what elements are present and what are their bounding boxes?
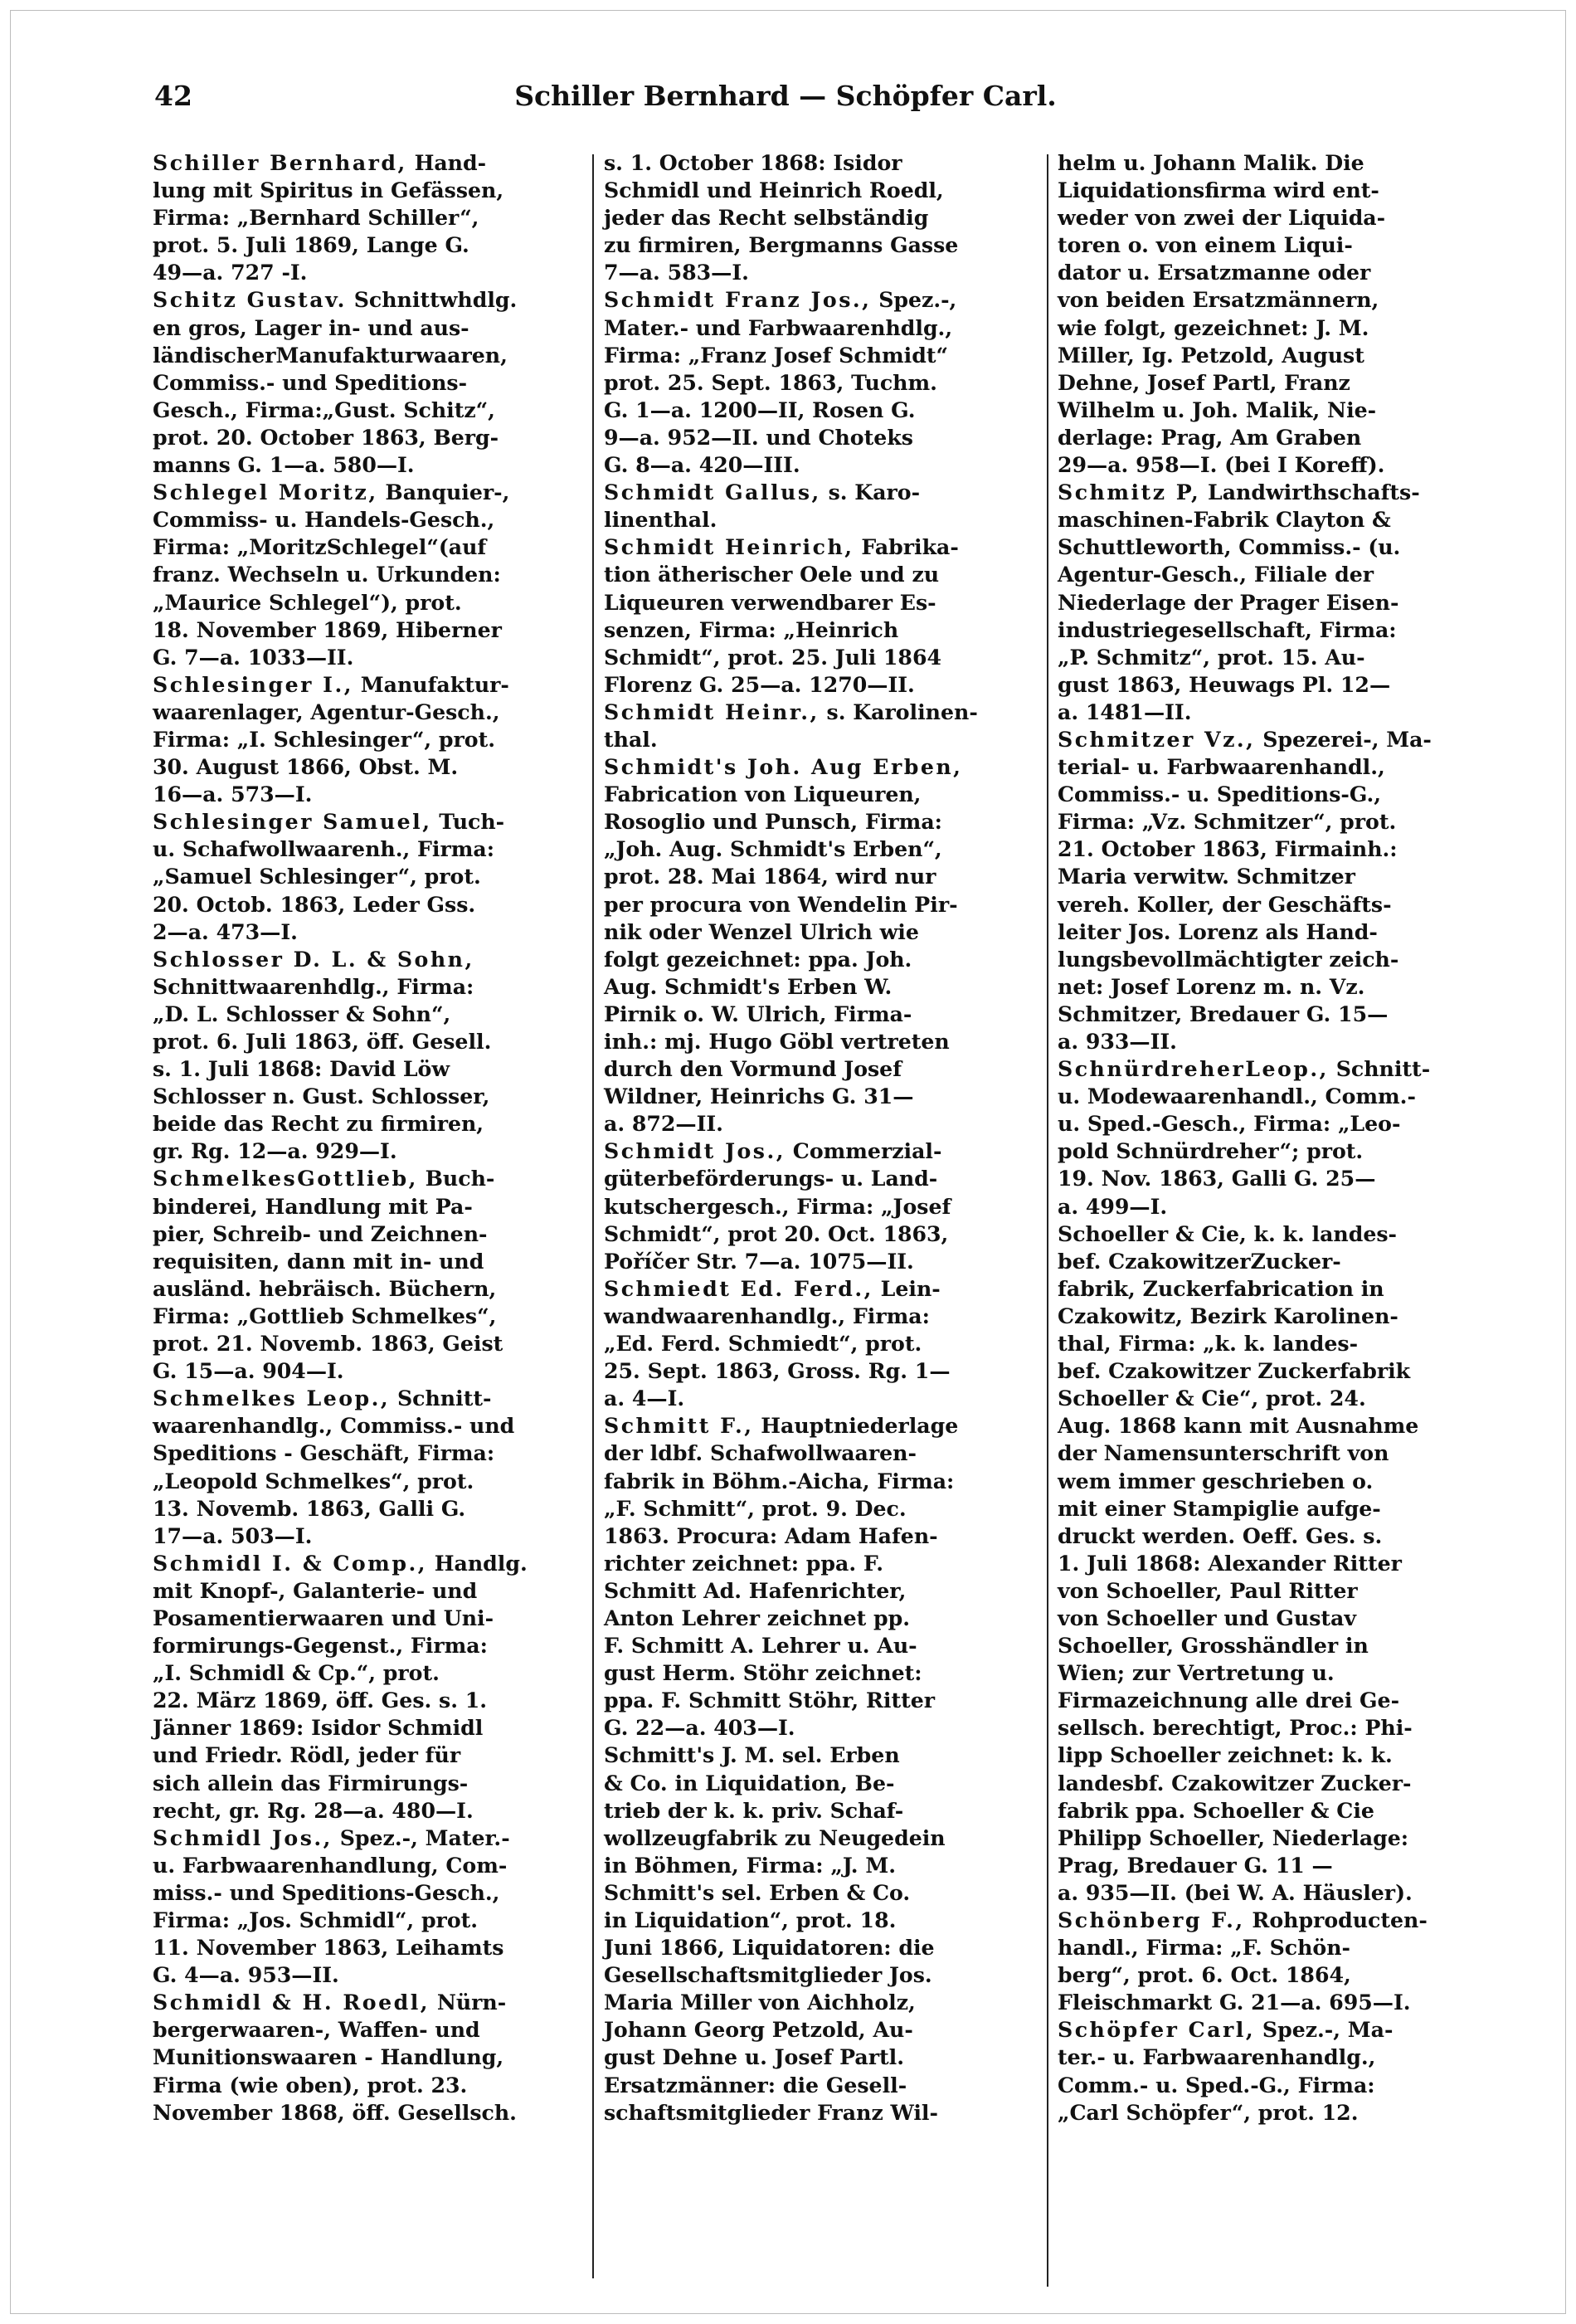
entry-line: richter zeichnet: ppa. F. (604, 1550, 883, 1576)
entry-line: Gesch., Firma:„Gust. Schitz“, (153, 397, 495, 422)
entry-line: dator u. Ersatzmanne oder (1058, 260, 1371, 285)
entry-line: ppa. F. Schmitt Stöhr, Ritter (604, 1688, 936, 1713)
entry-line: G. 4—a. 953—II. (153, 1962, 339, 1988)
running-head: Schiller Bernhard — Schöpfer Carl. (514, 80, 1057, 112)
entry-line: a. 4—I. (604, 1386, 685, 1411)
entry-line: Firma: „I. Schlesinger“, prot. (153, 726, 495, 752)
entry-line (153, 946, 574, 973)
entry-line: Comm.- u. Sped.-G., Firma: (1058, 2072, 1375, 2097)
entry-line: Mater.- und Farbwaarenhdlg., (604, 314, 953, 340)
entry-line: bef. CzakowitzerZucker- (1058, 1248, 1341, 1274)
entry-line: Philipp Schoeller, Niederlage: (1058, 1825, 1409, 1850)
entry-line: Dehne, Josef Partl, Franz (1058, 369, 1350, 395)
entry-line: gust Dehne u. Josef Partl. (604, 2044, 904, 2070)
entry-line: gust 1863, Heuwags Pl. 12— (1058, 671, 1391, 697)
entry-line: Miller, Ig. Petzold, August (1058, 342, 1364, 368)
entry-line: bergerwaaren-, Waffen- und (153, 2017, 480, 2043)
entry-line: a. 872—II. (604, 1111, 723, 1137)
entry-line: Schiller Bernhard, Hand- (153, 150, 487, 175)
entry-line: Anton Lehrer zeichnet pp. (604, 1605, 911, 1630)
entry-line: „Carl Schöpfer“, prot. 12. (1058, 2099, 1359, 2125)
directory-entry (153, 286, 574, 479)
entry-line: „Leopold Schmelkes“, prot. (153, 1468, 474, 1493)
entry-line: linenthal. (604, 507, 717, 533)
entry-name: Schlosser D. L. & Sohn, (153, 946, 474, 972)
entry-line: Firma: „Vz. Schmitzer“, prot. (1058, 809, 1397, 835)
entry-line: handl., Firma: „F. Schön- (1058, 1935, 1350, 1961)
entry-line: ter.- u. Farbwaarenhandlg., (1058, 2044, 1376, 2070)
entry-line: druckt werden. Oeff. Ges. s. (1058, 1523, 1383, 1548)
entry-line: in Böhmen, Firma: „J. M. (604, 1852, 896, 1878)
entry-line: Schöpfer Carl, Spez.-, Ma- (1058, 2017, 1394, 2043)
entry-line: 19. Nov. 1863, Galli G. 25— (1058, 1166, 1376, 1191)
directory-entry (604, 479, 1025, 533)
entry-line: der ldbf. Schafwollwaaren- (604, 1440, 917, 1466)
entry-line: „Ed. Ferd. Schmiedt“, prot. (604, 1331, 922, 1357)
entry-line: fabrik ppa. Schoeller & Cie (1058, 1797, 1374, 1823)
entry-line: jeder das Recht selbständig (604, 205, 929, 231)
entry-line (604, 753, 1025, 781)
entry-line: ausländ. hebräisch. Büchern, (153, 1275, 497, 1301)
entry-line: derlage: Prag, Am Graben (1058, 424, 1362, 450)
entry-line: & Co. in Liquidation, Be- (604, 1770, 895, 1795)
entry-line: Johann Georg Petzold, Au- (604, 2017, 913, 2043)
entry-line: franz. Wechseln u. Urkunden: (153, 562, 501, 587)
entry-line: Schmitt's sel. Erben & Co. (604, 1879, 911, 1905)
entry-line: prot. 6. Juli 1863, öff. Gesell. (153, 1029, 492, 1054)
entry-line: von Schoeller, Paul Ritter (1058, 1577, 1358, 1603)
entry-line: schaftsmitglieder Franz Wil- (604, 2099, 938, 2125)
entry-line: Schmitzer, Bredauer G. 15— (1058, 1001, 1389, 1026)
entry-line: waarenlager, Agentur-Gesch., (153, 699, 500, 724)
entry-line: Juni 1866, Liquidatoren: die (604, 1935, 935, 1961)
entry-line: Schuttleworth, Commiss.- (u. (1058, 534, 1401, 560)
entry-name: Schmidt's Joh. Aug Erben, (604, 754, 963, 780)
entry-line: 1. Juli 1868: Alexander Ritter (1058, 1550, 1402, 1576)
entry-line: Munitionswaaren - Handlung, (153, 2044, 504, 2070)
entry-line: „Samuel Schlesinger“, prot. (153, 864, 481, 889)
entry-line: Wien; zur Vertretung u. (1058, 1660, 1335, 1686)
entry-line: Agentur-Gesch., Filiale der (1058, 562, 1374, 587)
entry-line: Maria verwitw. Schmitzer (1058, 864, 1355, 889)
entry-line: toren o. von einem Liqui- (1058, 232, 1353, 258)
directory-entry (153, 149, 574, 286)
entry-line: Speditions - Geschäft, Firma: (153, 1440, 495, 1466)
entry-line: mit Knopf-, Galanterie- und (153, 1577, 478, 1603)
entry-line: 7—a. 583—I. (604, 260, 749, 285)
entry-line: wie folgt, gezeichnet: J. M. (1058, 314, 1369, 340)
entry-line: Firma: „Franz Josef Schmidt“ (604, 342, 948, 368)
entry-line: prot. 25. Sept. 1863, Tuchm. (604, 369, 937, 395)
directory-entry (1058, 1907, 1479, 2016)
entry-line: waarenhandlg., Commiss.- und (153, 1413, 515, 1439)
directory-entry (604, 533, 1025, 699)
entry-line: prot. 20. October 1863, Berg- (153, 424, 499, 450)
directory-entry (604, 753, 1025, 1138)
entry-name: Schlesinger Samuel, (153, 809, 432, 835)
entry-line: Schmelkes Leop., Schnitt- (153, 1386, 492, 1411)
entry-name: Schmidt Gallus, (604, 480, 821, 505)
entry-line: F. Schmitt A. Lehrer u. Au- (604, 1633, 917, 1659)
entry-line: Ersatzmänner: die Gesell- (604, 2072, 907, 2097)
directory-entry (153, 1989, 574, 2126)
entry-line: durch den Vormund Josef (604, 1056, 902, 1082)
entry-line: Gesellschaftsmitglieder Jos. (604, 1962, 932, 1988)
entry-line: thal, Firma: „k. k. landes- (1058, 1331, 1359, 1357)
entry-line: Schmitzer Vz., Spezerei-, Ma- (1058, 726, 1432, 752)
entry-line: Czakowitz, Bezirk Karolinen- (1058, 1303, 1398, 1328)
entry-line: 25. Sept. 1863, Gross. Rg. 1— (604, 1358, 951, 1384)
entry-line: terial- u. Farbwaarenhandl., (1058, 754, 1385, 780)
entry-line: Schoeller & Cie“, prot. 24. (1058, 1386, 1366, 1411)
directory-entry (153, 1165, 574, 1385)
entry-name: Schmidt Heinrich, (604, 534, 854, 560)
entry-line: Schmitt Ad. Hafenrichter, (604, 1577, 907, 1603)
directory-entry (1058, 1055, 1479, 1220)
entry-line: Schmidt Franz Jos., Spez.-, (604, 287, 957, 313)
directory-entry (1058, 2016, 1479, 2126)
entry-line: „P. Schmitz“, prot. 15. Au- (1058, 644, 1365, 670)
entry-line: sellsch. berechtigt, Proc.: Phi- (1058, 1715, 1413, 1741)
entry-line: Commiss.- u. Speditions-G., (1058, 782, 1382, 807)
entry-line: 2—a. 473—I. (153, 918, 298, 944)
entry-line: lung mit Spiritus in Gefässen, (153, 178, 504, 203)
entry-name: Schmidt Jos., (604, 1138, 786, 1164)
entry-line: Schoeller & Cie, k. k. landes- (1058, 1220, 1398, 1246)
entry-line: gr. Rg. 12—a. 929—I. (153, 1138, 397, 1164)
entry-line: Firma (wie oben), prot. 23. (153, 2072, 468, 2097)
directory-entry (1058, 479, 1479, 726)
entry-line: vereh. Koller, der Geschäfts- (1058, 891, 1392, 917)
entry-line: Wildner, Heinrichs G. 31— (604, 1084, 914, 1109)
entry-line: November 1868, öff. Gesellsch. (153, 2099, 517, 2125)
entry-line: senzen, Firma: „Heinrich (604, 616, 899, 642)
directory-column-1 (153, 149, 574, 2127)
entry-line: „Joh. Aug. Schmidt's Erben“, (604, 836, 942, 862)
entry-line: u. Schafwollwaarenh., Firma: (153, 836, 495, 862)
entry-line: bef. Czakowitzer Zuckerfabrik (1058, 1358, 1411, 1384)
entry-line: en gros, Lager in- und aus- (153, 314, 469, 340)
entry-line: Firma: „MoritzSchlegel“(auf (153, 534, 487, 560)
entry-line: pier, Schreib- und Zeichnen- (153, 1220, 488, 1246)
entry-name: Schmidl Jos., (153, 1825, 333, 1850)
entry-line: „Maurice Schlegel“), prot. (153, 589, 462, 615)
entry-line: 20. Octob. 1863, Leder Gss. (153, 891, 476, 917)
entry-line: landesbf. Czakowitzer Zucker- (1058, 1770, 1412, 1795)
entry-line: 17—a. 503—I. (153, 1523, 313, 1548)
entry-line: ländischerManufakturwaaren, (153, 342, 508, 368)
directory-entry (604, 1742, 1025, 2126)
entry-line: 22. März 1869, öff. Ges. s. 1. (153, 1688, 488, 1713)
entry-line: Schmidt Gallus, s. Karo- (604, 480, 921, 505)
directory-column-2 (604, 149, 1025, 2127)
entry-line: inh.: mj. Hugo Göbl vertreten (604, 1029, 950, 1054)
entry-line: per procura von Wendelin Pir- (604, 891, 958, 917)
entry-line: Schmidt“, prot 20. Oct. 1863, (604, 1220, 949, 1246)
entry-line: beide das Recht zu firmiren, (153, 1111, 484, 1137)
entry-name: Schmitt F., (604, 1413, 754, 1439)
entry-line: u. Sped.-Gesch., Firma: „Leo- (1058, 1111, 1401, 1137)
entry-line: Schmidl & H. Roedl, Nürn- (153, 1990, 507, 2015)
entry-name: Schiller Bernhard, (153, 150, 407, 175)
entry-line: güterbeförderungs- u. Land- (604, 1166, 938, 1191)
entry-line: a. 933—II. (1058, 1029, 1177, 1054)
entry-line: Pirnik o. W. Ulrich, Firma- (604, 1001, 912, 1026)
entry-line: Schlegel Moritz, Banquier-, (153, 480, 510, 505)
column-divider (592, 154, 594, 2278)
entry-line: von Schoeller und Gustav (1058, 1605, 1356, 1630)
entry-line: Schitz Gustav. Schnittwhdlg. (153, 287, 518, 313)
entry-line: thal. (604, 726, 658, 752)
entry-line: 18. November 1869, Hiberner (153, 616, 502, 642)
entry-name: SchnürdreherLeop., (1058, 1056, 1329, 1082)
entry-line: Firma: „Jos. Schmidl“, prot. (153, 1907, 479, 1932)
entry-line: pold Schnürdreher“; prot. (1058, 1138, 1364, 1164)
entry-line: s. 1. Juli 1868: David Löw (153, 1056, 450, 1082)
entry-line: lungsbevollmächtigter zeich- (1058, 946, 1399, 972)
entry-line: 30. August 1866, Obst. M. (153, 754, 459, 780)
entry-line: Posamentierwaaren und Uni- (153, 1605, 494, 1630)
entry-line: sich allein das Firmirungs- (153, 1770, 469, 1795)
entry-line: G. 1—a. 1200—II, Rosen G. (604, 397, 916, 422)
entry-line: Liquidationsfirma wird ent- (1058, 178, 1379, 203)
entry-line: Fleischmarkt G. 21—a. 695—I. (1058, 1990, 1411, 2015)
entry-line: Schmidl I. & Comp., Handlg. (153, 1550, 528, 1576)
entry-line: G. 8—a. 420—III. (604, 452, 800, 478)
entry-line: G. 22—a. 403—I. (604, 1715, 795, 1741)
entry-line: helm u. Johann Malik. Die (1058, 150, 1364, 175)
entry-line: recht, gr. Rg. 28—a. 480—I. (153, 1797, 474, 1823)
entry-line: Niederlage der Prager Eisen- (1058, 589, 1399, 615)
entry-line: 49—a. 727 -I. (153, 260, 308, 285)
entry-line: a. 1481—II. (1058, 699, 1192, 724)
entry-line: 11. November 1863, Leihamts (153, 1935, 504, 1961)
entry-line: mit einer Stampiglie aufge- (1058, 1495, 1381, 1521)
column-divider (1047, 154, 1048, 2287)
entry-line: industriegesellschaft, Firma: (1058, 616, 1397, 642)
entry-line: Rosoglio und Punsch, Firma: (604, 809, 942, 835)
entry-name: Schlegel Moritz, (153, 480, 378, 505)
entry-line: weder von zwei der Liquida- (1058, 205, 1386, 231)
entry-name: Schlesinger I., (153, 671, 353, 697)
entry-line: Aug. 1868 kann mit Ausnahme (1058, 1413, 1419, 1439)
entry-line: kutschergesch., Firma: „Josef (604, 1193, 951, 1219)
entry-line: lipp Schoeller zeichnet: k. k. (1058, 1742, 1393, 1768)
entry-line: Commiss.- und Speditions- (153, 369, 468, 395)
entry-line: prot. 28. Mai 1864, wird nur (604, 864, 936, 889)
entry-name: Schmelkes Leop., (153, 1386, 391, 1411)
entry-line: Firma: „Bernhard Schiller“, (153, 205, 479, 231)
entry-line: gust Herm. Stöhr zeichnet: (604, 1660, 922, 1686)
entry-line: requisiten, dann mit in- und (153, 1248, 484, 1274)
directory-entry (153, 671, 574, 808)
directory-entry (604, 286, 1025, 479)
entry-line: Schmitt's J. M. sel. Erben (604, 1742, 900, 1768)
entry-line: tion ätherischer Oele und zu (604, 562, 940, 587)
entry-line: „I. Schmidl & Cp.“, prot. (153, 1660, 440, 1686)
entry-line: SchmelkesGottlieb, Buch- (153, 1166, 495, 1191)
directory-entry (604, 1138, 1025, 1274)
page-header (154, 80, 1417, 116)
entry-line: Schmidt Jos., Commerzial- (604, 1138, 942, 1164)
entry-name: Schöpfer Carl, (1058, 2017, 1256, 2043)
entry-line: von beiden Ersatzmännern, (1058, 287, 1379, 313)
entry-line: Schnittwaarenhdlg., Firma: (153, 973, 474, 999)
entry-line: der Namensunterschrift von (1058, 1440, 1389, 1466)
entry-line: 1863. Procura: Adam Hafen- (604, 1523, 938, 1548)
entry-line: G. 7—a. 1033—II. (153, 644, 354, 670)
entry-name: Schmiedt Ed. Ferd., (604, 1275, 873, 1301)
entry-line: 21. October 1863, Firmainh.: (1058, 836, 1398, 862)
directory-entry (153, 479, 574, 671)
directory-entry (153, 1385, 574, 1550)
entry-line: Liqueuren verwendbarer Es- (604, 589, 936, 615)
directory-entry (604, 149, 1025, 286)
entry-line: Schlesinger I., Manufaktur- (153, 671, 509, 697)
entry-name: SchmelkesGottlieb, (153, 1166, 418, 1191)
entry-line: SchnürdreherLeop., Schnitt- (1058, 1056, 1431, 1082)
entry-line: fabrik in Böhm.-Aicha, Firma: (604, 1468, 955, 1493)
entry-line: a. 499—I. (1058, 1193, 1168, 1219)
entry-line: Schlosser n. Gust. Schlosser, (153, 1084, 490, 1109)
entry-line: Schoeller, Grosshändler in (1058, 1633, 1369, 1659)
entry-line: fabrik, Zuckerfabrication in (1058, 1275, 1384, 1301)
entry-line: in Liquidation“, prot. 18. (604, 1907, 897, 1932)
entry-line: trieb der k. k. priv. Schaf- (604, 1797, 904, 1823)
entry-line: net: Josef Lorenz m. n. Vz. (1058, 973, 1365, 999)
entry-line: zu firmiren, Bergmanns Gasse (604, 232, 959, 258)
entry-line: maschinen-Fabrik Clayton & (1058, 507, 1391, 533)
entry-line: Commiss- u. Handels-Gesch., (153, 507, 495, 533)
entry-line: s. 1. October 1868: Isidor (604, 150, 902, 175)
entry-line: formirungs-Gegenst., Firma: (153, 1633, 488, 1659)
entry-line: berg“, prot. 6. Oct. 1864, (1058, 1962, 1351, 1988)
entry-name: Schmidl I. & Comp., (153, 1550, 427, 1576)
entry-line: u. Modewaarenhandl., Comm.- (1058, 1084, 1416, 1109)
entry-line: Maria Miller von Aichholz, (604, 1990, 916, 2015)
directory-entry (153, 946, 574, 1166)
entry-line: G. 15—a. 904—I. (153, 1358, 344, 1384)
entry-name: Schmidl & H. Roedl, (153, 1990, 430, 2015)
entry-line: Firmazeichnung alle drei Ge- (1058, 1688, 1400, 1713)
entry-name: Schmitzer Vz., (1058, 726, 1256, 752)
entry-line: Wilhelm u. Joh. Malik, Nie- (1058, 397, 1377, 422)
entry-line: „F. Schmitt“, prot. 9. Dec. (604, 1495, 907, 1521)
entry-line: und Friedr. Rödl, jeder für (153, 1742, 461, 1768)
entry-line: wandwaarenhandlg., Firma: (604, 1303, 930, 1328)
directory-entry (153, 808, 574, 945)
entry-line: Schmidt“, prot. 25. Juli 1864 (604, 644, 942, 670)
directory-column-3 (1058, 149, 1479, 2127)
directory-entry (153, 1825, 574, 1990)
directory-entry (153, 1550, 574, 1825)
entry-line: Fabrication von Liqueuren, (604, 782, 922, 807)
entry-line: Aug. Schmidt's Erben W. (604, 973, 893, 999)
directory-entry (1058, 149, 1479, 479)
entry-line: Jänner 1869: Isidor Schmidl (153, 1715, 484, 1741)
entry-name: Schmitz P, (1058, 480, 1201, 505)
page-number: 42 (154, 80, 192, 112)
entry-line: prot. 21. Novemb. 1863, Geist (153, 1331, 503, 1357)
entry-line: 13. Novemb. 1863, Galli G. (153, 1495, 466, 1521)
entry-line: Schmitt F., Hauptniederlage (604, 1413, 959, 1439)
entry-line: nik oder Wenzel Ulrich wie (604, 918, 919, 944)
entry-line: Prag, Bredauer G. 11 — (1058, 1852, 1333, 1878)
entry-line: Schmitz P, Landwirthschafts- (1058, 480, 1420, 505)
entry-name: Schönberg F., (1058, 1907, 1245, 1932)
entry-line: Schmiedt Ed. Ferd., Lein- (604, 1275, 941, 1301)
entry-name: Schitz Gustav. (153, 287, 347, 313)
entry-line: Schmidt Heinr., s. Karolinen- (604, 699, 978, 724)
entry-line: leiter Jos. Lorenz als Hand- (1058, 918, 1378, 944)
entry-name: Schmidt Heinr., (604, 699, 820, 724)
entry-line: folgt gezeichnet: ppa. Joh. (604, 946, 912, 972)
entry-line: Florenz G. 25—a. 1270—II. (604, 671, 915, 697)
directory-entry (604, 1275, 1025, 1412)
entry-line: miss.- und Speditions-Gesch., (153, 1879, 500, 1905)
entry-line: Schönberg F., Rohproducten- (1058, 1907, 1428, 1932)
entry-line: manns G. 1—a. 580—I. (153, 452, 415, 478)
entry-name: Schmidt Franz Jos., (604, 287, 872, 313)
entry-line: Schmidt Heinrich, Fabrika- (604, 534, 959, 560)
entry-line: Schmidl und Heinrich Roedl, (604, 178, 944, 203)
entry-line: prot. 5. Juli 1869, Lange G. (153, 232, 469, 258)
directory-entry (604, 1412, 1025, 1742)
directory-entry (1058, 726, 1479, 1055)
directory-entry (604, 699, 1025, 753)
entry-line: binderei, Handlung mit Pa- (153, 1193, 473, 1219)
entry-line: 9—a. 952—II. und Choteks (604, 424, 913, 450)
entry-line: a. 935—II. (bei W. A. Häusler). (1058, 1879, 1413, 1905)
entry-line: wem immer geschrieben o. (1058, 1468, 1374, 1493)
directory-entry (1058, 1220, 1479, 1907)
entry-line: Schmidl Jos., Spez.-, Mater.- (153, 1825, 510, 1850)
entry-line: wollzeugfabrik zu Neugedein (604, 1825, 946, 1850)
entry-line: „D. L. Schlosser & Sohn“, (153, 1001, 451, 1026)
entry-line: 29—a. 958—I. (bei I Koreff). (1058, 452, 1385, 478)
entry-line: Firma: „Gottlieb Schmelkes“, (153, 1303, 497, 1328)
entry-line: Poříčer Str. 7—a. 1075—II. (604, 1248, 914, 1274)
entry-line: u. Farbwaarenhandlung, Com- (153, 1852, 508, 1878)
entry-line: Schlesinger Samuel, Tuch- (153, 809, 505, 835)
entry-line: 16—a. 573—I. (153, 782, 313, 807)
